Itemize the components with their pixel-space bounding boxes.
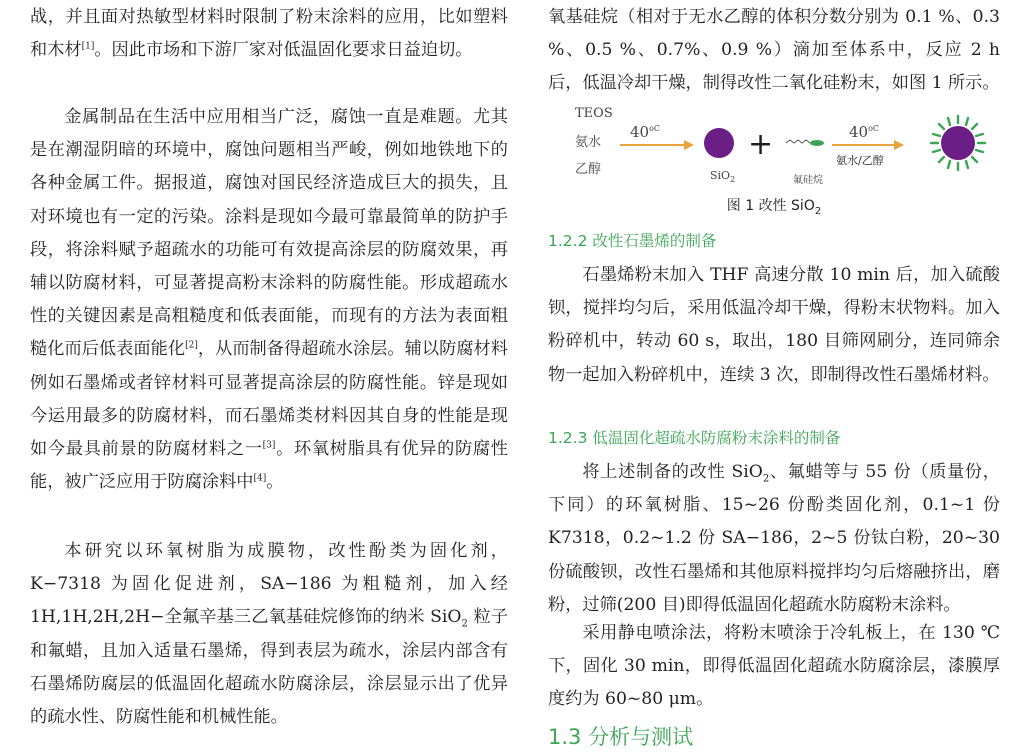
temp-label-2: $40^{oC}$ [849, 123, 880, 141]
silane-label: 氟硅烷 [793, 175, 823, 186]
paragraph-graphene-prep: 石墨烯粉末加入 THF 高速分散 10 min 后，加入硫酸钡，搅拌均匀后，采用低温冷却干燥，得粉末状物料。加入粉碎机中，转动 60 s，取出，180 目筛网刷分，连同筛余物一起加入粉碎机中，连续 3 次，即制得改性石墨烯材料。 [548, 265, 1000, 385]
paragraph-metal-corrosion: 金属制品在生活中应用相当广泛，腐蚀一直是难题。尤其是在潮湿阴暗的环境中，腐蚀问题相当严峻，例如地铁地下的各种金属工件。据报道，腐蚀对国民经济造成巨大的损失，且对环境也有一定的污染。涂料是现如今最可靠最简单的防护手段，将涂料赋予超疏水的功能可有效提高涂层的防腐效果，再辅以防腐材料，可显著提高粉末涂料的防腐性能。形成超疏水性的关键因素是高粗糙度和低表面能，而现有的方法为表面粗糙化而后低表面能化[2]，从而制备得超疏水涂层。辅以防腐材料例如石墨烯或者锌材料可显著提高涂层的防腐性能。锌是现如今运用最多的防腐材料，而石墨烯类材料因其自身的性能是现如今最具前景的防腐材料之一[3]。环氧树脂具有优异的防腐性能，被广泛应用于防腐涂料中[4]。 [30, 107, 508, 493]
section-heading-1-2-2: 1.2.2 改性石墨烯的制备 [548, 232, 717, 250]
silane-chain-icon [786, 140, 810, 143]
paragraph-powder-coating-prep: 将上述制备的改性 SiO$_2$、氟蜡等与 55 份（质量份，下同）的环氧树脂、15~26 份酚类固化剂，0.1~1 份 K7318，0.2~1.2 份 SA−186，2~5 份钛白粉，20~30 份硫酸钡，改性石墨烯和其他原料搅拌均匀后熔融挤出，磨粉，过筛(200 目)即得低温固化超疏水防腐粉末涂料。 [548, 462, 1000, 615]
figure-1-caption: 图 1 改性 SiO$_2$ [726, 198, 822, 217]
section-heading-1-2-3: 1.2.3 低温固化超疏水防腐粉末涂料的制备 [548, 429, 841, 447]
citation-4[interactable]: [4] [253, 473, 267, 484]
modified-sio2-icon [931, 116, 985, 170]
citation-2[interactable]: [2] [185, 340, 198, 351]
reactant-teos: TEOS [575, 106, 613, 121]
paragraph-spray-coating: 采用静电喷涂法，将粉末喷涂于冷轧板上，在 130 ℃下，固化 30 min，即得低温固化超疏水防腐涂层，漆膜厚度约为 60~80 μm。 [548, 623, 1000, 710]
reaction-scheme [548, 103, 1000, 203]
sio2-label: SiO$_2$ [710, 169, 736, 185]
paragraph-study-summary: 本研究以环氧树脂为成膜物，改性酚类为固化剂，K−7318 为固化促进剂，SA−186 为粗糙剂，加入经 1H,1H,2H,2H−全氟辛基三乙氧基硅烷修饰的纳米 SiO$_2$ 粒子和氟蜡，且加入适量石墨烯，得到表层为疏水，涂层内部含有石墨烯防腐层的低温固化超疏水防腐涂层，涂层显示出了优异的疏水性、防腐性能和机械性能。 [30, 541, 508, 728]
paragraph-intro-end: 战，并且面对热敏型材料时限制了粉末涂料的应用，比如塑料和木材[1]。因此市场和下游厂家对低温固化要求日益迫切。 [30, 7, 508, 61]
plus-sign: + [748, 127, 774, 162]
citation-3[interactable]: [3] [262, 440, 276, 451]
citation-1[interactable]: [1] [81, 41, 95, 52]
reactant-ethanol: 乙醇 [575, 162, 602, 177]
arrow-head-2 [894, 140, 904, 150]
conditions-label: 氨水/乙醇 [836, 154, 884, 167]
reactant-ammonia: 氨水 [575, 135, 602, 150]
figure-1 [548, 103, 1000, 203]
sio2-particle-icon [704, 128, 734, 158]
section-heading-1-3: 1.3 分析与测试 [548, 725, 694, 749]
temp-label-1: $40^{oC}$ [630, 123, 661, 141]
paragraph-silane-addition: 氧基硅烷（相对于无水乙醇的体积分数分别为 0.1 %、0.3 %、0.5 %、0.7%、0.9 %）滴加至体系中，反应 2 h 后，低温冷却干燥，制得改性二氧化硅粉末，如图 1 所示。 [548, 7, 1000, 94]
arrow-head-1 [684, 140, 694, 150]
silane-head-icon [810, 140, 824, 146]
